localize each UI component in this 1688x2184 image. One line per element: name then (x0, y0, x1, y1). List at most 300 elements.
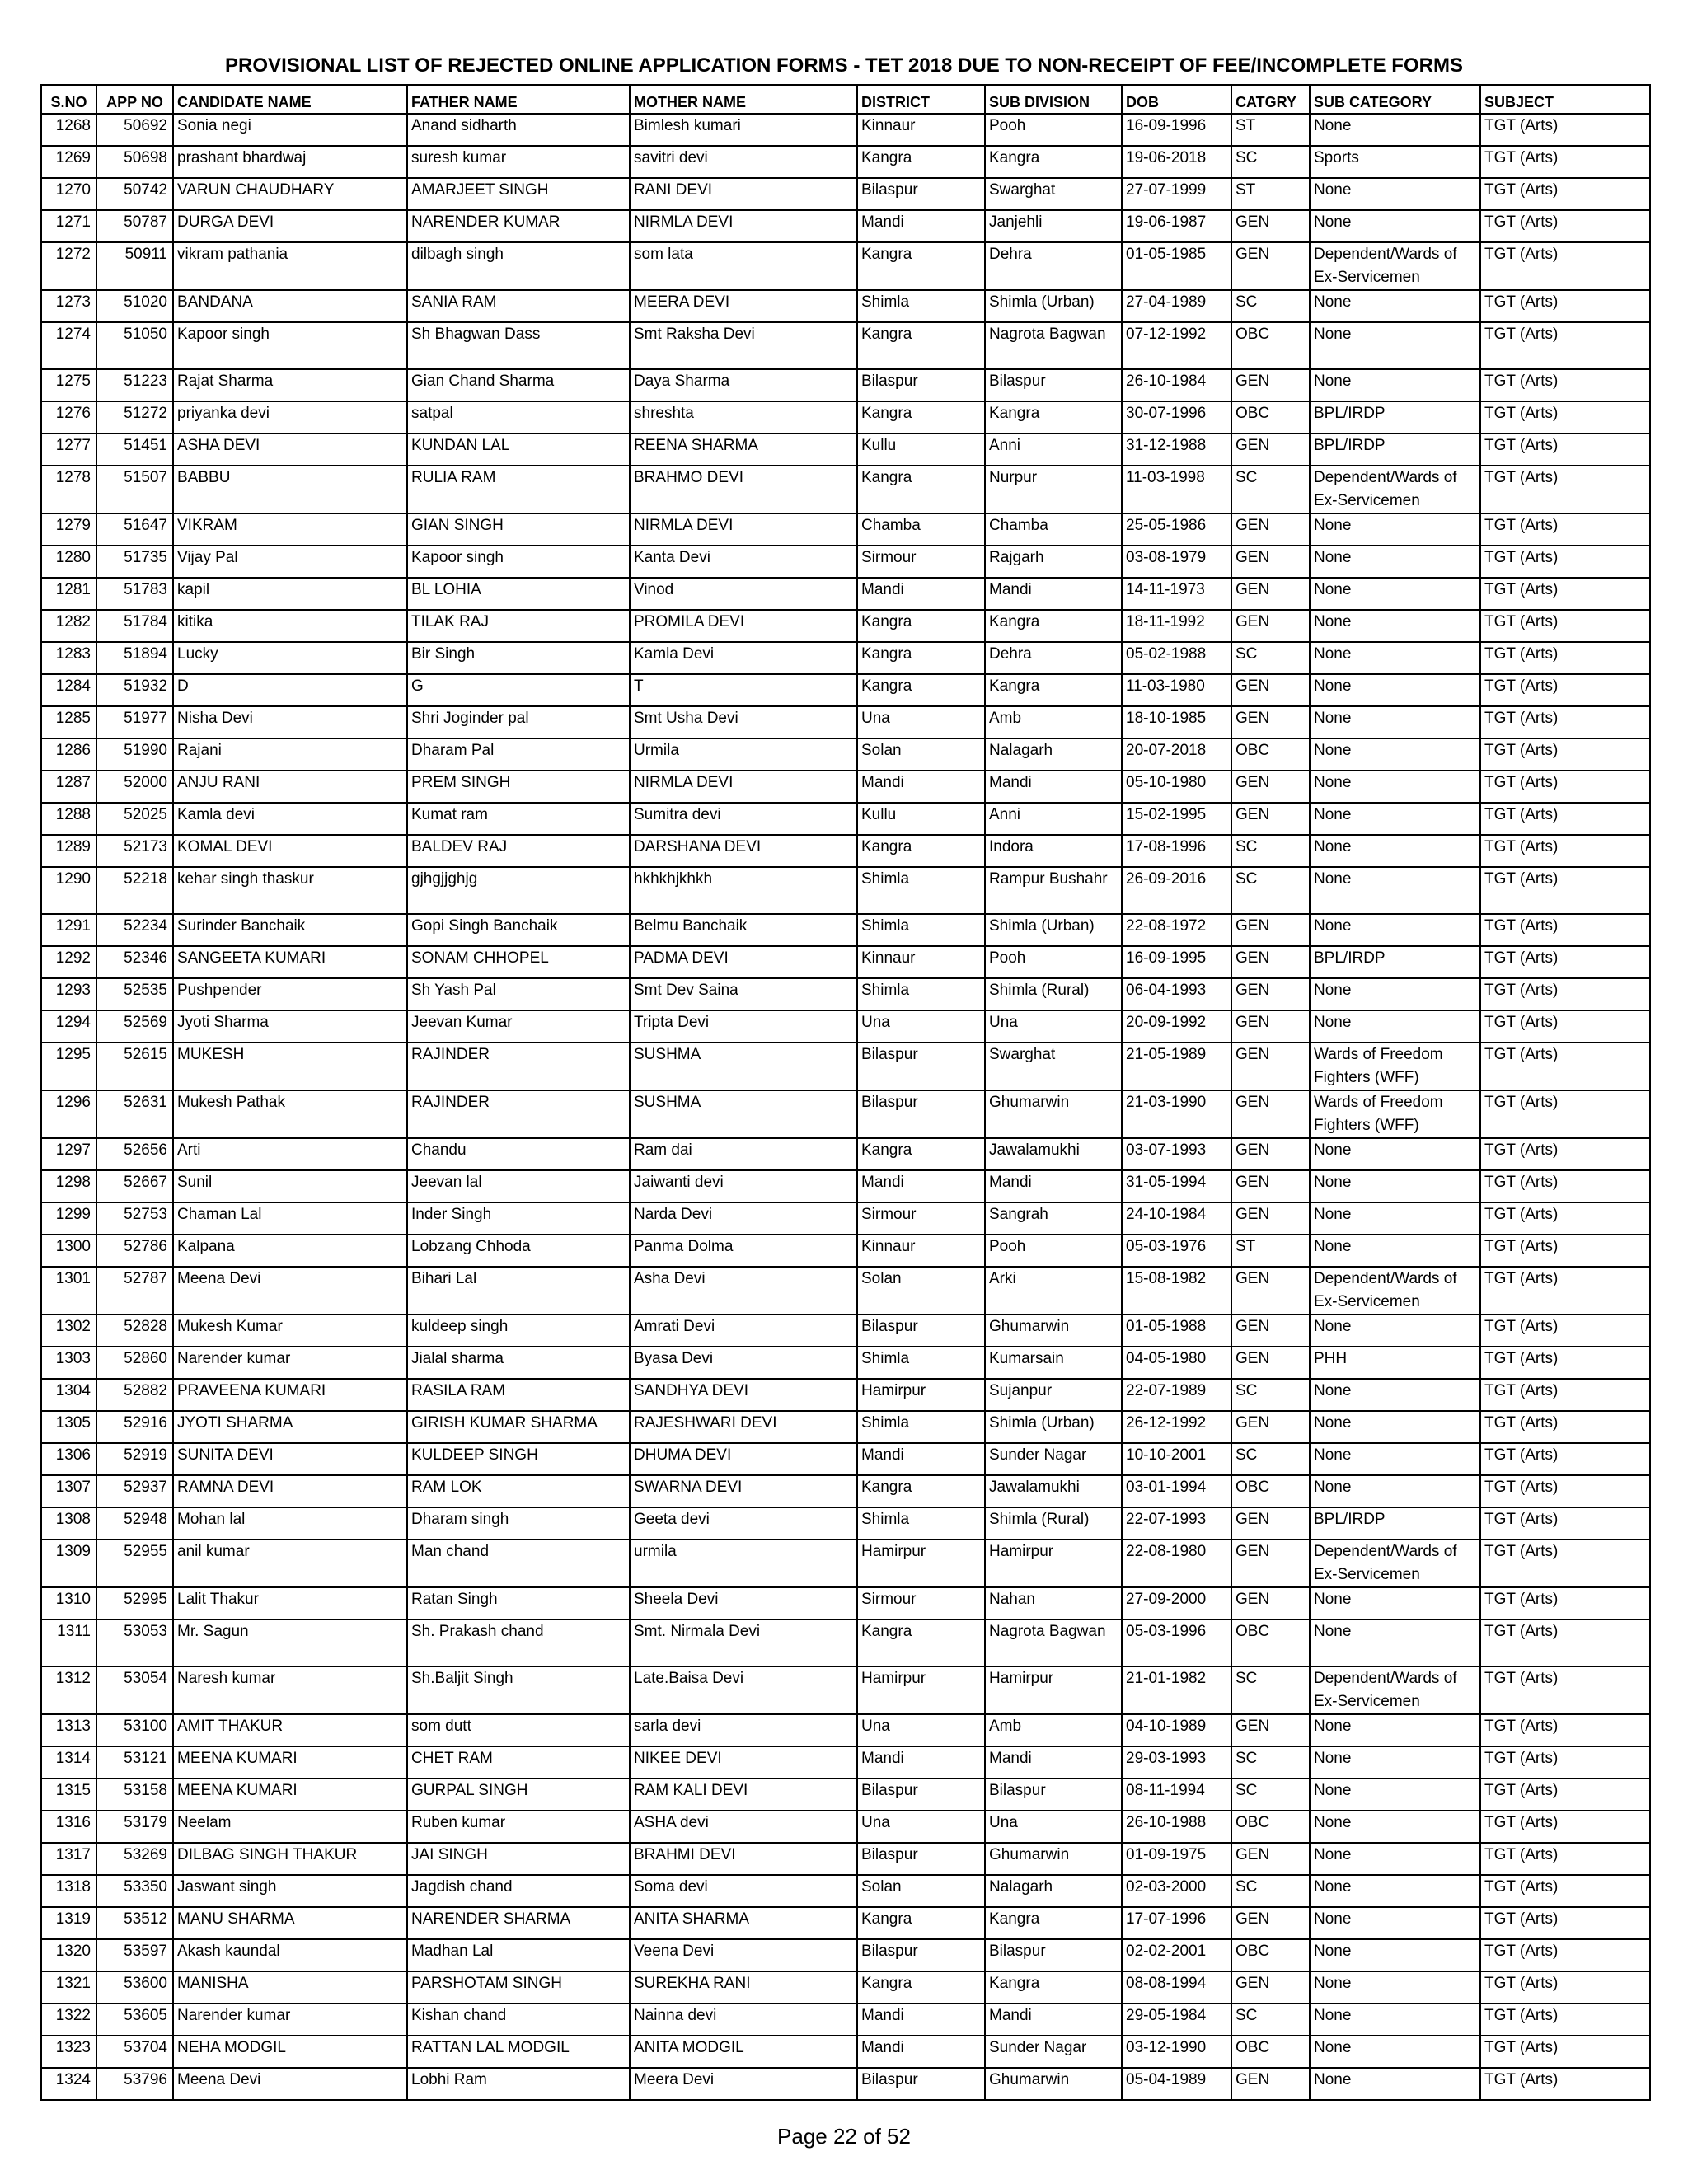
cell-sub-division: Hamirpur (985, 1540, 1122, 1587)
cell-father-name: Jagdish chand (407, 1875, 630, 1907)
cell-candidate-name: SANGEETA KUMARI (173, 946, 407, 978)
cell-sub-division: Anni (985, 803, 1122, 835)
cell-father-name: JAI SINGH (407, 1843, 630, 1875)
cell-mother-name: PADMA DEVI (630, 946, 857, 978)
cell-sub-category: None (1310, 2068, 1480, 2100)
cell-sno: 1320 (41, 1939, 96, 1971)
cell-subject: TGT (Arts) (1480, 642, 1650, 674)
cell-app-no: 52656 (96, 1138, 173, 1170)
cell-father-name: PREM SINGH (407, 771, 630, 803)
cell-mother-name: NIRMLA DEVI (630, 771, 857, 803)
cell-district: Bilaspur (857, 1043, 985, 1090)
cell-mother-name: NIRMLA DEVI (630, 210, 857, 242)
cell-category: GEN (1231, 369, 1310, 401)
cell-sub-category: Wards of Freedom Fighters (WFF) (1310, 1043, 1480, 1090)
cell-subject: TGT (Arts) (1480, 1907, 1650, 1939)
cell-sub-category: None (1310, 369, 1480, 401)
cell-district: Solan (857, 1875, 985, 1907)
cell-sub-division: Una (985, 1811, 1122, 1843)
cell-category: GEN (1231, 1138, 1310, 1170)
cell-category: OBC (1231, 322, 1310, 369)
cell-mother-name: Jaiwanti devi (630, 1170, 857, 1202)
cell-candidate-name: Rajat Sharma (173, 369, 407, 401)
cell-dob: 19-06-2018 (1122, 146, 1231, 178)
cell-sub-category: None (1310, 867, 1480, 914)
cell-category: GEN (1231, 1170, 1310, 1202)
cell-candidate-name: Jyoti Sharma (173, 1010, 407, 1043)
cell-district: Bilaspur (857, 1315, 985, 1347)
cell-district: Kangra (857, 1619, 985, 1666)
cell-sno: 1279 (41, 513, 96, 546)
cell-district: Sirmour (857, 1202, 985, 1235)
cell-candidate-name: RAMNA DEVI (173, 1475, 407, 1507)
cell-dob: 16-09-1996 (1122, 114, 1231, 146)
table-row (41, 242, 1650, 290)
cell-app-no: 51784 (96, 610, 173, 642)
cell-app-no: 52753 (96, 1202, 173, 1235)
cell-sno: 1296 (41, 1090, 96, 1138)
cell-sub-division: Kangra (985, 1907, 1122, 1939)
cell-sub-division: Pooh (985, 114, 1122, 146)
cell-sno: 1271 (41, 210, 96, 242)
cell-dob: 26-12-1992 (1122, 1411, 1231, 1443)
cell-sub-category: None (1310, 1379, 1480, 1411)
cell-dob: 17-08-1996 (1122, 835, 1231, 867)
cell-candidate-name: VARUN CHAUDHARY (173, 178, 407, 210)
cell-district: Bilaspur (857, 369, 985, 401)
cell-candidate-name: Vijay Pal (173, 546, 407, 578)
table-row (41, 210, 1650, 242)
cell-district: Solan (857, 738, 985, 771)
cell-sub-division: Kangra (985, 674, 1122, 706)
cell-subject: TGT (Arts) (1480, 1010, 1650, 1043)
cell-subject: TGT (Arts) (1480, 1170, 1650, 1202)
cell-father-name: GIAN SINGH (407, 513, 630, 546)
table-row (41, 1714, 1650, 1746)
cell-sno: 1275 (41, 369, 96, 401)
cell-sno: 1274 (41, 322, 96, 369)
cell-father-name: Dharam Pal (407, 738, 630, 771)
cell-subject: TGT (Arts) (1480, 1714, 1650, 1746)
cell-subject: TGT (Arts) (1480, 1587, 1650, 1619)
cell-app-no: 51507 (96, 466, 173, 513)
cell-candidate-name: KOMAL DEVI (173, 835, 407, 867)
cell-subject: TGT (Arts) (1480, 803, 1650, 835)
cell-category: SC (1231, 642, 1310, 674)
cell-sub-category: None (1310, 1315, 1480, 1347)
table-row (41, 434, 1650, 466)
cell-candidate-name: ASHA DEVI (173, 434, 407, 466)
cell-app-no: 53158 (96, 1779, 173, 1811)
table-row (41, 1315, 1650, 1347)
cell-candidate-name: ANJU RANI (173, 771, 407, 803)
cell-father-name: RULIA RAM (407, 466, 630, 513)
cell-sub-category: None (1310, 1619, 1480, 1666)
cell-candidate-name: Akash kaundal (173, 1939, 407, 1971)
cell-dob: 03-01-1994 (1122, 1475, 1231, 1507)
cell-app-no: 52948 (96, 1507, 173, 1540)
cell-app-no: 52234 (96, 914, 173, 946)
cell-father-name: KULDEEP SINGH (407, 1443, 630, 1475)
cell-app-no: 52631 (96, 1090, 173, 1138)
cell-category: GEN (1231, 1411, 1310, 1443)
cell-subject: TGT (Arts) (1480, 1347, 1650, 1379)
cell-sub-category: Wards of Freedom Fighters (WFF) (1310, 1090, 1480, 1138)
cell-subject: TGT (Arts) (1480, 867, 1650, 914)
cell-dob: 08-08-1994 (1122, 1971, 1231, 2004)
cell-sno: 1321 (41, 1971, 96, 2004)
cell-app-no: 53121 (96, 1746, 173, 1779)
column-header-father-name: FATHER NAME (407, 85, 630, 114)
cell-category: GEN (1231, 1347, 1310, 1379)
cell-sub-category: None (1310, 322, 1480, 369)
cell-sub-category: None (1310, 1746, 1480, 1779)
cell-sub-category: Dependent/Wards of Ex-Servicemen (1310, 1540, 1480, 1587)
cell-candidate-name: Neelam (173, 1811, 407, 1843)
cell-district: Chamba (857, 513, 985, 546)
cell-app-no: 51647 (96, 513, 173, 546)
cell-subject: TGT (Arts) (1480, 835, 1650, 867)
cell-father-name: Jialal sharma (407, 1347, 630, 1379)
cell-app-no: 50692 (96, 114, 173, 146)
table-row (41, 1267, 1650, 1315)
cell-candidate-name: AMIT THAKUR (173, 1714, 407, 1746)
cell-mother-name: Daya Sharma (630, 369, 857, 401)
cell-subject: TGT (Arts) (1480, 706, 1650, 738)
cell-district: Kangra (857, 146, 985, 178)
cell-candidate-name: Pushpender (173, 978, 407, 1010)
table-row (41, 2004, 1650, 2036)
cell-sub-division: Shimla (Urban) (985, 290, 1122, 322)
cell-sno: 1294 (41, 1010, 96, 1043)
cell-category: GEN (1231, 706, 1310, 738)
cell-category: GEN (1231, 914, 1310, 946)
cell-app-no: 51735 (96, 546, 173, 578)
cell-sub-category: BPL/IRDP (1310, 401, 1480, 434)
cell-subject: TGT (Arts) (1480, 546, 1650, 578)
cell-sub-category: None (1310, 1010, 1480, 1043)
cell-dob: 15-08-1982 (1122, 1267, 1231, 1315)
cell-mother-name: Soma devi (630, 1875, 857, 1907)
cell-mother-name: Smt Raksha Devi (630, 322, 857, 369)
cell-father-name: Gopi Singh Banchaik (407, 914, 630, 946)
cell-mother-name: Tripta Devi (630, 1010, 857, 1043)
cell-sub-division: Shimla (Rural) (985, 978, 1122, 1010)
column-header-sno: S.NO (41, 85, 96, 114)
cell-district: Kullu (857, 434, 985, 466)
cell-sub-division: Nalagarh (985, 738, 1122, 771)
cell-candidate-name: anil kumar (173, 1540, 407, 1587)
cell-sno: 1285 (41, 706, 96, 738)
cell-mother-name: SANDHYA DEVI (630, 1379, 857, 1411)
table-row (41, 1939, 1650, 1971)
cell-sub-category: None (1310, 771, 1480, 803)
cell-candidate-name: Chaman Lal (173, 1202, 407, 1235)
cell-candidate-name: kehar singh thaskur (173, 867, 407, 914)
cell-district: Hamirpur (857, 1379, 985, 1411)
cell-sub-division: Bilaspur (985, 1779, 1122, 1811)
cell-candidate-name: DILBAG SINGH THAKUR (173, 1843, 407, 1875)
table-row (41, 946, 1650, 978)
cell-mother-name: T (630, 674, 857, 706)
cell-mother-name: Kamla Devi (630, 642, 857, 674)
table-row (41, 1202, 1650, 1235)
cell-district: Shimla (857, 290, 985, 322)
table-row (41, 146, 1650, 178)
cell-subject: TGT (Arts) (1480, 1939, 1650, 1971)
cell-father-name: Gian Chand Sharma (407, 369, 630, 401)
cell-subject: TGT (Arts) (1480, 771, 1650, 803)
cell-sub-category: None (1310, 914, 1480, 946)
cell-candidate-name: Kalpana (173, 1235, 407, 1267)
cell-sub-category: Sports (1310, 146, 1480, 178)
cell-sub-category: Dependent/Wards of Ex-Servicemen (1310, 1267, 1480, 1315)
cell-candidate-name: Kamla devi (173, 803, 407, 835)
cell-sno: 1319 (41, 1907, 96, 1939)
cell-app-no: 52615 (96, 1043, 173, 1090)
cell-subject: TGT (Arts) (1480, 466, 1650, 513)
table-row (41, 114, 1650, 146)
rejected-forms-table (40, 84, 1651, 2101)
cell-sno: 1298 (41, 1170, 96, 1202)
cell-subject: TGT (Arts) (1480, 1971, 1650, 2004)
cell-sub-division: Swarghat (985, 178, 1122, 210)
cell-district: Una (857, 1811, 985, 1843)
cell-dob: 14-11-1973 (1122, 578, 1231, 610)
cell-father-name: Sh Yash Pal (407, 978, 630, 1010)
cell-category: SC (1231, 1666, 1310, 1714)
cell-dob: 08-11-1994 (1122, 1779, 1231, 1811)
cell-district: Mandi (857, 1170, 985, 1202)
table-row (41, 803, 1650, 835)
cell-mother-name: SUREKHA RANI (630, 1971, 857, 2004)
cell-sub-category: Dependent/Wards of Ex-Servicemen (1310, 466, 1480, 513)
cell-category: OBC (1231, 401, 1310, 434)
cell-dob: 29-03-1993 (1122, 1746, 1231, 1779)
cell-candidate-name: D (173, 674, 407, 706)
cell-father-name: G (407, 674, 630, 706)
cell-dob: 01-09-1975 (1122, 1843, 1231, 1875)
cell-app-no: 52025 (96, 803, 173, 835)
cell-district: Bilaspur (857, 1779, 985, 1811)
cell-app-no: 51050 (96, 322, 173, 369)
cell-sub-category: Dependent/Wards of Ex-Servicemen (1310, 1666, 1480, 1714)
cell-dob: 19-06-1987 (1122, 210, 1231, 242)
cell-category: GEN (1231, 1202, 1310, 1235)
cell-subject: TGT (Arts) (1480, 1090, 1650, 1138)
cell-candidate-name: MEENA KUMARI (173, 1779, 407, 1811)
cell-father-name: Ratan Singh (407, 1587, 630, 1619)
cell-mother-name: Narda Devi (630, 1202, 857, 1235)
cell-dob: 25-05-1986 (1122, 513, 1231, 546)
cell-candidate-name: Narender kumar (173, 1347, 407, 1379)
cell-district: Bilaspur (857, 1843, 985, 1875)
cell-district: Bilaspur (857, 2068, 985, 2100)
table-row (41, 369, 1650, 401)
cell-category: GEN (1231, 242, 1310, 290)
cell-district: Una (857, 1010, 985, 1043)
cell-district: Kangra (857, 674, 985, 706)
table-row (41, 674, 1650, 706)
cell-candidate-name: Naresh kumar (173, 1666, 407, 1714)
cell-subject: TGT (Arts) (1480, 2068, 1650, 2100)
cell-subject: TGT (Arts) (1480, 1267, 1650, 1315)
cell-sno: 1324 (41, 2068, 96, 2100)
cell-father-name: BALDEV RAJ (407, 835, 630, 867)
cell-father-name: Jeevan lal (407, 1170, 630, 1202)
cell-father-name: Sh.Baljit Singh (407, 1666, 630, 1714)
cell-category: GEN (1231, 1090, 1310, 1138)
cell-district: Hamirpur (857, 1666, 985, 1714)
cell-subject: TGT (Arts) (1480, 1235, 1650, 1267)
cell-district: Bilaspur (857, 1939, 985, 1971)
cell-father-name: Kishan chand (407, 2004, 630, 2036)
cell-district: Kangra (857, 401, 985, 434)
cell-candidate-name: Kapoor singh (173, 322, 407, 369)
cell-father-name: GIRISH KUMAR SHARMA (407, 1411, 630, 1443)
cell-father-name: gjhgjjghjg (407, 867, 630, 914)
column-header-sub-category: SUB CATEGORY (1310, 85, 1480, 114)
cell-sub-division: Sujanpur (985, 1379, 1122, 1411)
cell-subject: TGT (Arts) (1480, 1540, 1650, 1587)
cell-dob: 11-03-1998 (1122, 466, 1231, 513)
cell-father-name: suresh kumar (407, 146, 630, 178)
table-row (41, 1779, 1650, 1811)
cell-dob: 24-10-1984 (1122, 1202, 1231, 1235)
cell-sub-division: Bilaspur (985, 369, 1122, 401)
cell-category: GEN (1231, 1010, 1310, 1043)
cell-mother-name: SUSHMA (630, 1043, 857, 1090)
cell-dob: 02-03-2000 (1122, 1875, 1231, 1907)
cell-sub-category: None (1310, 1475, 1480, 1507)
cell-sub-category: None (1310, 1939, 1480, 1971)
cell-subject: TGT (Arts) (1480, 322, 1650, 369)
cell-sub-division: Dehra (985, 242, 1122, 290)
cell-mother-name: Meera Devi (630, 2068, 857, 2100)
cell-category: SC (1231, 1379, 1310, 1411)
cell-district: Solan (857, 1267, 985, 1315)
table-row (41, 2036, 1650, 2068)
cell-district: Hamirpur (857, 1540, 985, 1587)
cell-sub-division: Nahan (985, 1587, 1122, 1619)
cell-father-name: Kumat ram (407, 803, 630, 835)
cell-category: GEN (1231, 1714, 1310, 1746)
table-row (41, 1090, 1650, 1138)
cell-subject: TGT (Arts) (1480, 738, 1650, 771)
cell-dob: 21-03-1990 (1122, 1090, 1231, 1138)
column-header-candidate-name: CANDIDATE NAME (173, 85, 407, 114)
table-row (41, 546, 1650, 578)
cell-subject: TGT (Arts) (1480, 401, 1650, 434)
cell-sub-category: None (1310, 2036, 1480, 2068)
cell-sub-category: None (1310, 1170, 1480, 1202)
cell-category: GEN (1231, 1540, 1310, 1587)
table-row (41, 1010, 1650, 1043)
cell-app-no: 52218 (96, 867, 173, 914)
cell-app-no: 51783 (96, 578, 173, 610)
cell-father-name: SONAM CHHOPEL (407, 946, 630, 978)
cell-app-no: 52173 (96, 835, 173, 867)
cell-mother-name: sarla devi (630, 1714, 857, 1746)
cell-sno: 1282 (41, 610, 96, 642)
cell-mother-name: urmila (630, 1540, 857, 1587)
cell-sub-division: Nagrota Bagwan (985, 322, 1122, 369)
cell-dob: 22-07-1993 (1122, 1507, 1231, 1540)
cell-sub-category: None (1310, 1202, 1480, 1235)
cell-mother-name: Late.Baisa Devi (630, 1666, 857, 1714)
cell-app-no: 52535 (96, 978, 173, 1010)
cell-district: Una (857, 1714, 985, 1746)
table-row (41, 1971, 1650, 2004)
table-row (41, 1540, 1650, 1587)
cell-dob: 31-05-1994 (1122, 1170, 1231, 1202)
cell-candidate-name: PRAVEENA KUMARI (173, 1379, 407, 1411)
cell-app-no: 52995 (96, 1587, 173, 1619)
cell-sub-division: Ghumarwin (985, 2068, 1122, 2100)
cell-candidate-name: kitika (173, 610, 407, 642)
cell-candidate-name: Mukesh Kumar (173, 1315, 407, 1347)
cell-father-name: Man chand (407, 1540, 630, 1587)
cell-subject: TGT (Arts) (1480, 1507, 1650, 1540)
cell-candidate-name: BABBU (173, 466, 407, 513)
cell-app-no: 52000 (96, 771, 173, 803)
cell-candidate-name: Mr. Sagun (173, 1619, 407, 1666)
cell-subject: TGT (Arts) (1480, 2036, 1650, 2068)
page-number: Page 22 of 52 (777, 2124, 911, 2149)
cell-mother-name: Veena Devi (630, 1939, 857, 1971)
cell-subject: TGT (Arts) (1480, 1666, 1650, 1714)
table-header-row (41, 85, 1650, 114)
cell-sub-division: Sunder Nagar (985, 1443, 1122, 1475)
cell-sub-division: Dehra (985, 642, 1122, 674)
cell-sub-division: Pooh (985, 946, 1122, 978)
cell-dob: 26-10-1984 (1122, 369, 1231, 401)
cell-father-name: Lobhi Ram (407, 2068, 630, 2100)
cell-category: GEN (1231, 1315, 1310, 1347)
cell-app-no: 52569 (96, 1010, 173, 1043)
cell-mother-name: Vinod (630, 578, 857, 610)
cell-dob: 01-05-1988 (1122, 1315, 1231, 1347)
table-row (41, 1507, 1650, 1540)
cell-dob: 05-04-1989 (1122, 2068, 1231, 2100)
cell-district: Shimla (857, 914, 985, 946)
cell-candidate-name: Jaswant singh (173, 1875, 407, 1907)
cell-sno: 1280 (41, 546, 96, 578)
cell-candidate-name: JYOTI SHARMA (173, 1411, 407, 1443)
cell-category: GEN (1231, 978, 1310, 1010)
cell-father-name: RASILA RAM (407, 1379, 630, 1411)
cell-sno: 1297 (41, 1138, 96, 1170)
cell-app-no: 52937 (96, 1475, 173, 1507)
cell-sno: 1293 (41, 978, 96, 1010)
table-row (41, 1875, 1650, 1907)
cell-sub-category: None (1310, 210, 1480, 242)
cell-category: GEN (1231, 1907, 1310, 1939)
table-row (41, 322, 1650, 369)
cell-app-no: 51977 (96, 706, 173, 738)
cell-sub-division: Janjehli (985, 210, 1122, 242)
cell-district: Bilaspur (857, 178, 985, 210)
cell-mother-name: Asha Devi (630, 1267, 857, 1315)
cell-sub-category: None (1310, 114, 1480, 146)
cell-district: Shimla (857, 1507, 985, 1540)
cell-mother-name: Nainna devi (630, 2004, 857, 2036)
cell-dob: 30-07-1996 (1122, 401, 1231, 434)
cell-subject: TGT (Arts) (1480, 290, 1650, 322)
table-row (41, 290, 1650, 322)
column-header-mother-name: MOTHER NAME (630, 85, 857, 114)
cell-category: GEN (1231, 1843, 1310, 1875)
